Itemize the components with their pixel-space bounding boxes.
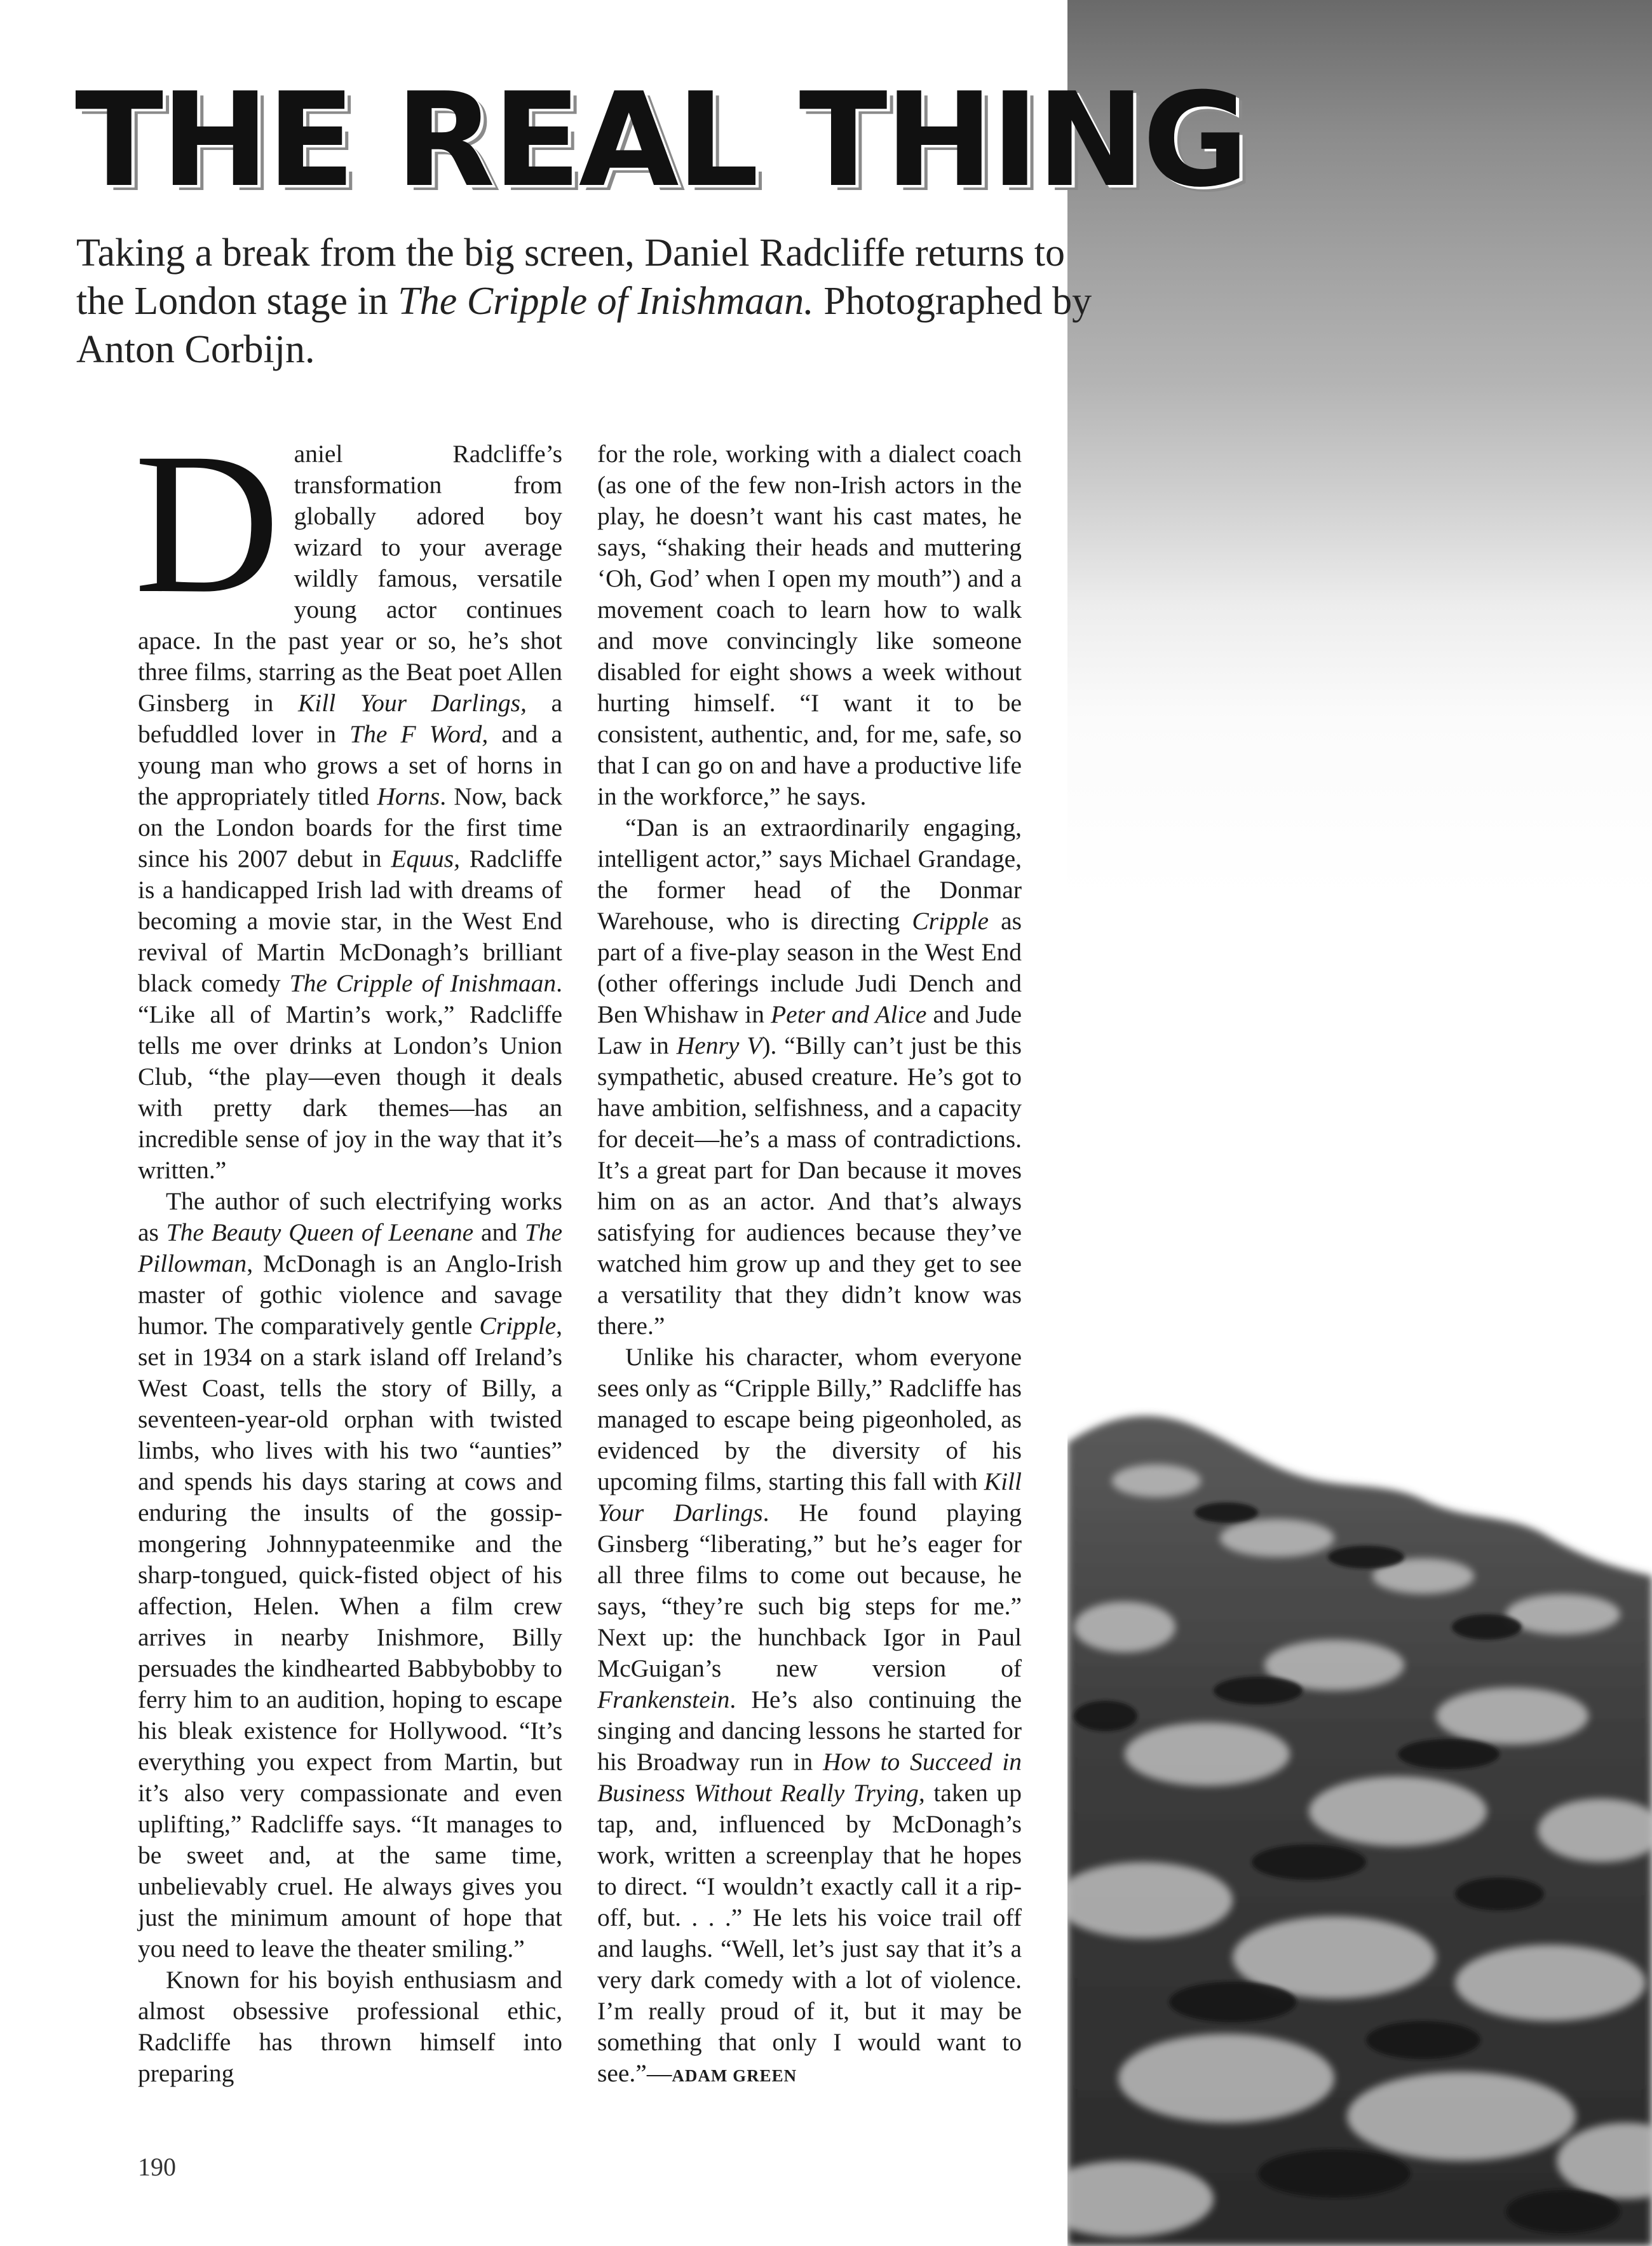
play-title: The Cripple of Inishmaan. [398,280,814,323]
article-column-right [597,439,1022,2092]
subheadline: Taking a break from the big screen, Daniel Radcliffe returns to the London stage in The Cripple of Inishmaan. Photographed by Anton Corbijn. [76,231,1092,371]
article-column-left [134,411,563,2089]
rocks-illustration [1067,0,1652,2246]
byline: ADAM GREEN [672,2066,797,2085]
article-paragraph-3: Known for his boyish enthusiasm and almost obsessive professional ethic, Radcliffe has thrown himself into preparing [138,1966,562,2087]
cover-photo [1067,0,1652,2246]
headline: THE REAL THING [75,65,1247,216]
drop-cap: D [134,411,280,635]
article-paragraph-1: Daniel Radcliffe’s transformation from globally adored boy wizard to your average wildly famous, versatile young actor continues apace. In the past year or so, he’s shot three films, starring as the Beat poet Allen Ginsberg in Kill Your Darlings, a befuddled lover in The F Word, and a young man who grows a set of horns in the appropriately titled Horns. Now, back on the London boards for the first time since his 2007 debut in Equus, Radcliffe is a handicapped Irish lad with dreams of becoming a movie star, in the West End revival of Martin McDonagh’s brilliant black comedy The Cripple of Inishmaan. “Like all of Martin’s work,” Radcliffe tells me over drinks at London’s Union Club, “the play—even though it deals with pretty dark themes—has an incredible sense of joy in the way that it’s written.” [134,411,563,1184]
article-paragraph-2: The author of such electrifying works as The Beauty Queen of Leenane and The Pillowman, McDonagh is an Anglo-Irish master of gothic violence and savage humor. The comparatively gentle Cripple, set in 1934 on a stark island off Ireland’s West Coast, tells the story of Billy, a seventeen-year-old orphan with twisted limbs, who lives with his two “aunties” and spends his days staring at cows and enduring the insults of the gossip-mongering Johnnypateenmike and the sharp-tongued, quick-fisted object of his affection, Helen. When a film crew arrives in nearby Inishmore, Billy persuades the kindhearted Babbybobby to ferry him to an audition, hoping to escape his bleak existence for Hollywood. “It’s everything you expect from Martin, but it’s also very compassionate and even uplifting,” Radcliffe says. “It manages to be sweet and, at the same time, unbelievably cruel. He always gives you just the minimum amount of hope that you need to leave the theater smiling.” [138,1187,562,1963]
article-paragraph-5: Unlike his character, whom everyone sees only as “Cripple Billy,” Radcliffe has managed to escape being pigeonholed, as evidenced by the diversity of his upcoming films, starting this fall with Kill Your Darlings. He found playing Ginsberg “liberating,” but he’s eager for all three films to come out because, he says, “they’re such big steps for me.” Next up: the hunchback Igor in Paul McGuigan’s new version of Frankenstein. He’s also continuing the singing and dancing lessons he started for his Broadway run in How to Succeed in Business Without Really Trying, taken up tap, and, influenced by McDonagh’s work, written a screenplay that he hopes to direct. “I wouldn’t exactly call it a rip-off, but. . . .” He lets his voice trail off and laughs. “Well, let’s just say that it’s a very dark comedy with a lot of violence. I’m really proud of it, but it may be something that only I would want to see.”—ADAM GREEN [597,1343,1022,2087]
article-paragraph-3-continued: for the role, working with a dialect coach (as one of the few non-Irish actors in the play, he doesn’t want his cast mates, he says, “shaking their heads and muttering ‘Oh, God’ when I open my mouth”) and a movement coach to learn how to walk and move convincingly like someone disabled for eight shows a week without hurting himself. “I want it to be consistent, authentic, and, for me, safe, so that I can go on and have a productive life in the workforce,” he says. [597,440,1022,810]
page-number: 190 [138,2153,176,2181]
article-paragraph-4: “Dan is an extraordinarily engaging, intelligent actor,” says Michael Grandage, the former head of the Donmar Warehouse, who is directing Cripple as part of a five-play season in the West End (other offerings include Judi Dench and Ben Whishaw in Peter and Alice and Jude Law in Henry V). “Billy can’t just be this sympathetic, abused creature. He’s got to have ambition, selfishness, and a capacity for deceit—he’s a mass of contradictions. It’s a great part for Dan because it moves him on as an actor. And that’s always satisfying for audiences because they’ve watched him grow up and they get to see a versatility that they didn’t know was there.” [597,813,1022,1340]
